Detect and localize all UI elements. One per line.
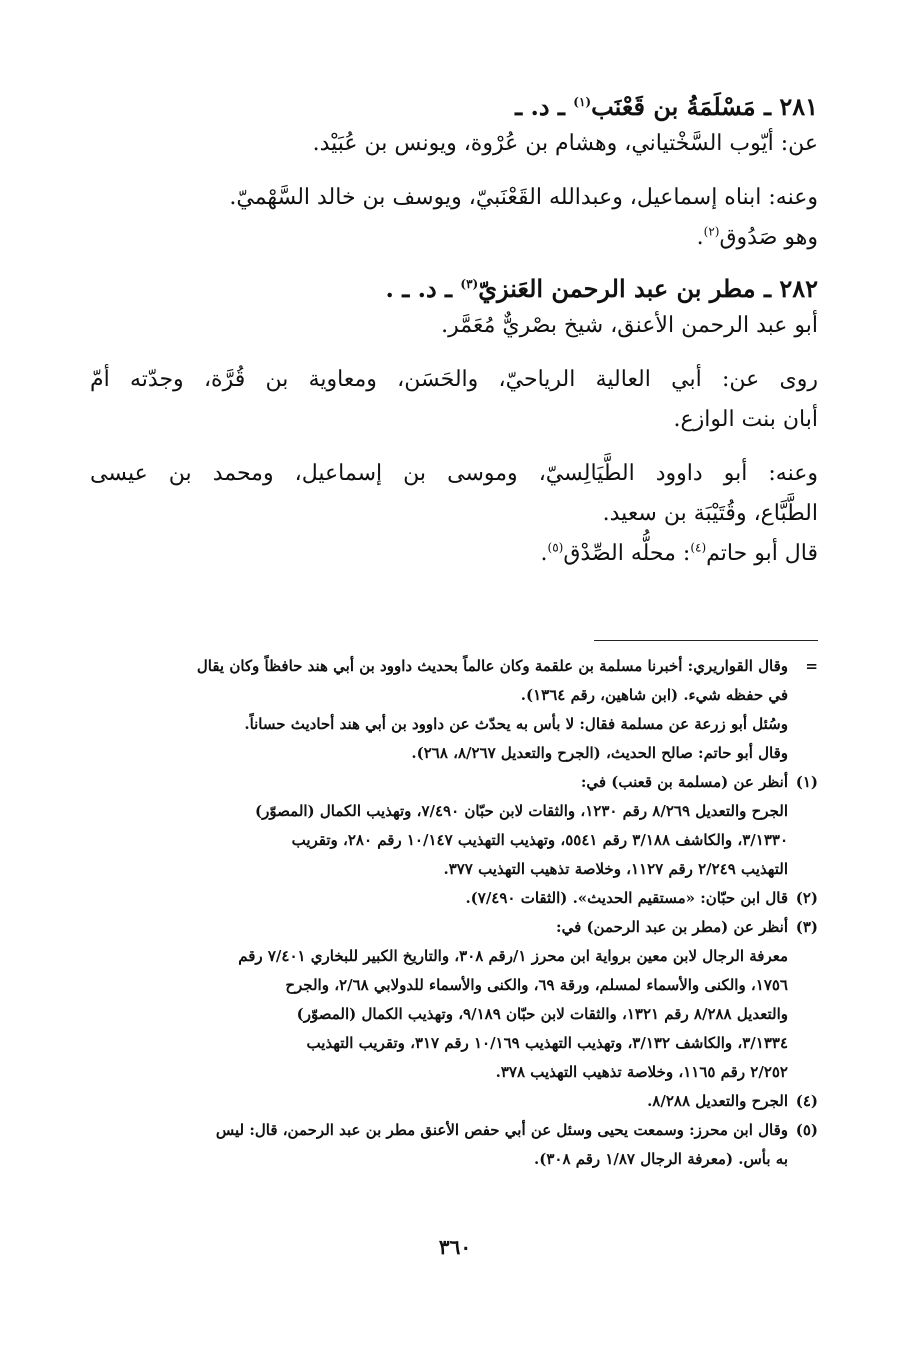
footnote-item xyxy=(90,1116,818,1174)
footnote-line: به بأس. (معرفة الرجال ١/٨٧ رقم ٣٠٨). xyxy=(534,1150,788,1168)
footnote-ref-1: (١) xyxy=(573,95,592,109)
footnote-item xyxy=(90,652,818,768)
spacer xyxy=(90,164,818,178)
footnote-line: أنظر عن (مسلمة بن قعنب) في: xyxy=(580,773,788,791)
footnote-number: (٣) xyxy=(795,918,818,936)
entry-281-students: وعنه: ابناه إسماعيل، وعبدالله القَعْنَبيّ، ويوسف بن خالد السَّهْميّ. xyxy=(229,185,818,210)
entry-282-heading-text: ٢٨٢ ـ مطر بن عبد الرحمن العَنزيّ xyxy=(478,274,818,303)
footnote-body xyxy=(90,1116,788,1174)
footnote-number: = xyxy=(805,657,818,675)
page-number: ٣٦٠ xyxy=(438,1235,472,1259)
footnote-line: ٢/٢٥٢ رقم ١١٦٥، وخلاصة تذهيب التهذيب ٣٧٨. xyxy=(495,1063,788,1081)
footnote-line: الجرح والتعديل ٨/٢٦٩ رقم ١٢٣٠، والثقات لابن حبّان ٧/٤٩٠، وتهذيب الكمال (المصوّر) xyxy=(255,802,788,820)
footnote-line: وقال القواريري: أخبرنا مسلمة بن علقمة وكان عالماً بحديث داوود بن أبي هند حافظاً وكان يقال xyxy=(196,657,788,675)
footnote-line: ٣/١٣٣٤، والكاشف ٣/١٣٢، وتهذيب التهذيب ١٠/١٦٩ رقم ٣١٧، وتقريب التهذيب xyxy=(306,1034,788,1052)
footnote-ref-2: (٢) xyxy=(703,224,720,239)
entry-282-teachers-line2: أبان بنت الوازع. xyxy=(673,407,818,432)
entry-281-grade xyxy=(90,218,818,258)
footnote-line: الجرح والتعديل ٨/٢٨٨. xyxy=(647,1092,788,1110)
entry-282-students-line2: الطَّبَّاع، وقُتَيْبَة بن سعيد. xyxy=(602,501,818,526)
footnote-line: التهذيب ٢/٢٤٩ رقم ١١٢٧، وخلاصة تذهيب التهذيب ٣٧٧. xyxy=(443,860,788,878)
footnote-item xyxy=(90,884,818,913)
footnote-line: وقال ابن محرز: وسمعت يحيى وسئل عن أبي حفص الأعنق مطر بن عبد الرحمن، قال: ليس xyxy=(215,1121,788,1139)
footnote-body xyxy=(90,652,788,768)
footnote-body xyxy=(90,1087,788,1116)
footnote-body xyxy=(90,768,788,884)
entry-281-heading xyxy=(90,90,818,124)
entry-282-grade-a: قال أبو حاتم xyxy=(706,541,818,566)
footnote-number: (٥) xyxy=(795,1121,818,1139)
footnote-line: معرفة الرجال لابن معين برواية ابن محرز ١/رقم ٣٠٨، والتاريخ الكبير للبخاري ٧/٤٠١ رقم xyxy=(238,947,788,965)
entry-281-grade-text: وهو صَدُوق xyxy=(719,225,818,250)
footnote-number: (٢) xyxy=(795,889,818,907)
entry-281-heading-text: ٢٨١ ـ مَسْلَمَةُ بن قَعْنَب xyxy=(591,92,818,121)
footnote-item xyxy=(90,1087,818,1116)
entry-282-teachers-line1: روى عن: أبي العالية الرياحيّ، والحَسَن، ومعاوية بن قُرَّة، وجدّته أمّ xyxy=(90,367,818,392)
footnote-item xyxy=(90,913,818,1087)
spacer xyxy=(90,346,818,360)
entry-282-kunya: أبو عبد الرحمن الأعنق، شيخ بصْريٌّ مُعَمَّر. xyxy=(441,313,818,338)
footnote-ref-3: (٣) xyxy=(460,277,479,291)
footnote-line: ١٧٥٦، والكنى والأسماء لمسلم، ورقة ٦٩، والكنى والأسماء للدولابي ٢/٦٨، والجرح xyxy=(285,976,788,994)
footnote-divider xyxy=(594,640,818,641)
entry-281-grade-tail: . xyxy=(696,225,704,250)
entry-282-heading-tail: ـ د. ـ . xyxy=(385,274,461,303)
main-text xyxy=(90,90,818,574)
footnote-line: في حفظه شيء. (ابن شاهين، رقم ١٣٦٤). xyxy=(520,686,788,704)
footnote-body xyxy=(90,884,788,913)
footnote-body xyxy=(90,913,788,1087)
entry-281-heading-tail: ـ د. ـ xyxy=(515,92,574,121)
entry-282-students-line1: وعنه: أبو داوود الطَّيَالِسيّ، وموسى بن إسماعيل، ومحمد بن عيسى xyxy=(90,461,818,486)
entry-281-teachers: عن: أيّوب السَّخْتياني، وهشام بن عُرْوة، ويونس بن عُبَيْد. xyxy=(312,131,818,156)
spacer xyxy=(90,258,818,272)
footnotes xyxy=(90,652,818,1174)
footnote-line: وقال أبو حاتم: صالح الحديث، (الجرح والتعديل ٨/٢٦٧، ٢٦٨). xyxy=(411,744,788,762)
footnote-item xyxy=(90,768,818,884)
entry-282-grade xyxy=(90,534,818,574)
footnote-line: والتعديل ٨/٢٨٨ رقم ١٣٢١، والثقات لابن حبّان ٩/١٨٩، وتهذيب الكمال (المصوّر) xyxy=(296,1005,788,1023)
footnote-line: أنظر عن (مطر بن عبد الرحمن) في: xyxy=(556,918,788,936)
footnote-ref-4: (٤) xyxy=(690,540,707,555)
footnote-number: (١) xyxy=(795,773,818,791)
footnote-ref-5: (٥) xyxy=(547,540,564,555)
footnote-line: قال ابن حبّان: «مستقيم الحديث». (الثقات ٧/٤٩٠). xyxy=(465,889,788,907)
footnote-number: (٤) xyxy=(795,1092,818,1110)
footnote-line: ٣/١٣٣٠، والكاشف ٣/١٨٨ رقم ٥٥٤١، وتهذيب التهذيب ١٠/١٤٧ رقم ٢٨٠، وتقريب xyxy=(291,831,788,849)
spacer xyxy=(90,440,818,454)
footnote-line: وسُئل أبو زرعة عن مسلمة فقال: لا بأس به يحدّث عن داوود بن أبي هند أحاديث حساناً. xyxy=(244,715,788,733)
entry-282-grade-c: . xyxy=(540,541,548,566)
entry-282-grade-b: : محلُّه الصِّدْق xyxy=(563,541,691,566)
entry-282-heading xyxy=(90,272,818,306)
